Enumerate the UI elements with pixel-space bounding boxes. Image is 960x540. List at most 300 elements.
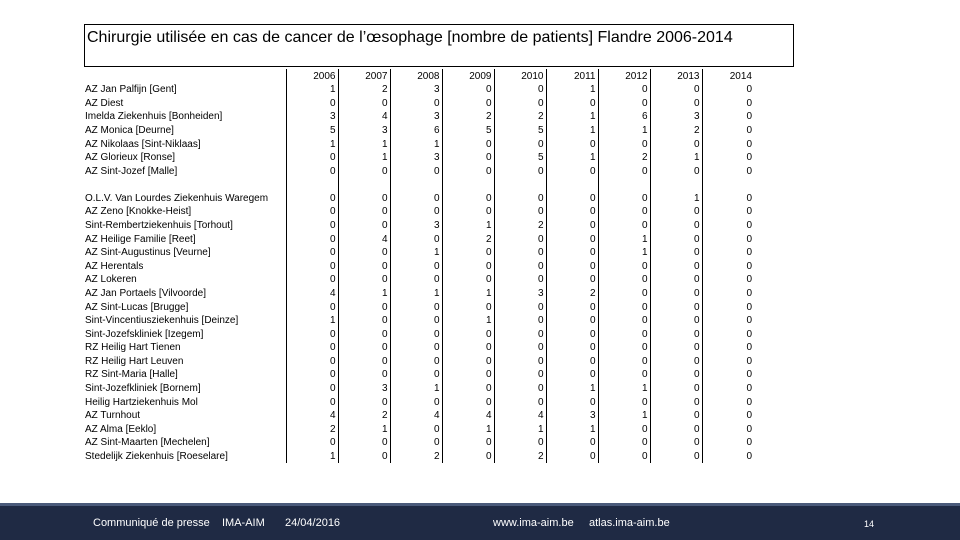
- patient-count-cell: 0: [286, 368, 338, 382]
- table-row: [84, 449, 754, 463]
- header-blank-cell: [84, 69, 286, 83]
- patient-count-cell: 5: [494, 123, 546, 137]
- patient-count-cell: 0: [390, 368, 442, 382]
- patient-count-cell: 0: [702, 395, 754, 409]
- patient-count-cell: 1: [390, 286, 442, 300]
- hospital-name: AZ Nikolaas [Sint-Niklaas]: [85, 138, 201, 150]
- hospital-name: Stedelijk Ziekenhuis [Roeselare]: [85, 451, 228, 463]
- patient-count-cell: 0: [546, 218, 598, 232]
- patient-count-cell: 0: [390, 436, 442, 450]
- patient-count-cell: 1: [546, 381, 598, 395]
- patient-count-cell: 0: [598, 273, 650, 287]
- patient-count-cell: 0: [650, 96, 702, 110]
- patient-count-cell: 0: [546, 273, 598, 287]
- patient-count-cell: 0: [338, 246, 390, 260]
- patient-count-cell: 0: [494, 341, 546, 355]
- patients-table: [84, 69, 754, 463]
- patient-count-cell: 0: [494, 395, 546, 409]
- patient-count-cell: 0: [286, 178, 338, 205]
- patient-count-cell: 0: [702, 381, 754, 395]
- patient-count-cell: 0: [442, 259, 494, 273]
- patient-count-cell: 1: [338, 137, 390, 151]
- table-row: [84, 96, 754, 110]
- year-header: 2009: [442, 69, 494, 83]
- hospital-name: AZ Sint-Jozef [Malle]: [85, 165, 178, 177]
- hospital-name: AZ Monica [Deurne]: [85, 124, 174, 136]
- hospital-name: AZ Jan Portaels [Vilvoorde]: [85, 287, 206, 299]
- patient-count-cell: 0: [598, 286, 650, 300]
- patient-count-cell: 0: [702, 205, 754, 219]
- data-table-container: [84, 69, 754, 463]
- patient-count-cell: 0: [494, 164, 546, 178]
- patient-count-cell: 0: [494, 381, 546, 395]
- patient-count-cell: 0: [650, 449, 702, 463]
- patient-count-cell: 0: [494, 436, 546, 450]
- patient-count-cell: 0: [702, 259, 754, 273]
- patient-count-cell: 3: [390, 151, 442, 165]
- patient-count-cell: 1: [286, 449, 338, 463]
- patient-count-cell: 0: [494, 273, 546, 287]
- patient-count-cell: 0: [442, 178, 494, 205]
- patient-count-cell: 0: [598, 218, 650, 232]
- patient-count-cell: 0: [442, 164, 494, 178]
- patient-count-cell: 0: [702, 449, 754, 463]
- patient-count-cell: 0: [702, 218, 754, 232]
- patient-count-cell: 0: [650, 368, 702, 382]
- patient-count-cell: 1: [338, 286, 390, 300]
- patient-count-cell: 0: [442, 368, 494, 382]
- patient-count-cell: 4: [338, 110, 390, 124]
- table-row: [84, 381, 754, 395]
- patient-count-cell: 0: [650, 327, 702, 341]
- patient-count-cell: 0: [650, 395, 702, 409]
- patient-count-cell: 0: [442, 96, 494, 110]
- table-row: [84, 286, 754, 300]
- patient-count-cell: 4: [494, 409, 546, 423]
- patient-count-cell: 1: [442, 422, 494, 436]
- patient-count-cell: 2: [494, 449, 546, 463]
- patient-count-cell: 1: [338, 151, 390, 165]
- patient-count-cell: 1: [598, 381, 650, 395]
- footer-date: 24/04/2016: [285, 517, 341, 529]
- hospital-name: RZ Heilig Hart Tienen: [85, 342, 181, 354]
- patient-count-cell: 0: [390, 300, 442, 314]
- patient-count-cell: 0: [390, 327, 442, 341]
- patient-count-cell: 0: [442, 341, 494, 355]
- patient-count-cell: 0: [546, 205, 598, 219]
- year-header: 2011: [546, 69, 598, 83]
- patient-count-cell: 5: [286, 123, 338, 137]
- patient-count-cell: 0: [390, 164, 442, 178]
- patient-count-cell: 2: [286, 422, 338, 436]
- table-row: [84, 314, 754, 328]
- hospital-name: AZ Heilige Familie [Reet]: [85, 233, 196, 245]
- footer: [0, 503, 960, 540]
- patient-count-cell: 1: [442, 218, 494, 232]
- patient-count-cell: 0: [338, 273, 390, 287]
- patient-count-cell: 0: [702, 273, 754, 287]
- table-row: [84, 83, 754, 97]
- patient-count-cell: 1: [598, 232, 650, 246]
- patient-count-cell: 1: [442, 286, 494, 300]
- patient-count-cell: 0: [338, 259, 390, 273]
- patient-count-cell: 0: [546, 436, 598, 450]
- patient-count-cell: 0: [390, 341, 442, 355]
- patient-count-cell: 3: [390, 110, 442, 124]
- hospital-name: AZ Sint-Lucas [Brugge]: [85, 301, 189, 313]
- patient-count-cell: 0: [442, 273, 494, 287]
- patient-count-cell: 0: [598, 395, 650, 409]
- patient-count-cell: 0: [650, 314, 702, 328]
- table-row: [84, 436, 754, 450]
- patient-count-cell: 0: [650, 205, 702, 219]
- patient-count-cell: 0: [390, 314, 442, 328]
- patient-count-cell: 0: [702, 83, 754, 97]
- patient-count-cell: 3: [494, 286, 546, 300]
- patient-count-cell: 4: [286, 409, 338, 423]
- table-row: [84, 341, 754, 355]
- table-row: [84, 354, 754, 368]
- patient-count-cell: 0: [650, 436, 702, 450]
- hospital-name: AZ Herentals: [85, 260, 144, 272]
- patient-count-cell: 0: [338, 314, 390, 328]
- table-row: [84, 327, 754, 341]
- patient-count-cell: 5: [494, 151, 546, 165]
- patient-count-cell: 1: [598, 409, 650, 423]
- hospital-name: Imelda Ziekenhuis [Bonheiden]: [85, 111, 223, 123]
- patient-count-cell: 2: [390, 449, 442, 463]
- patient-count-cell: 1: [390, 246, 442, 260]
- patient-count-cell: 0: [702, 178, 754, 205]
- patient-count-cell: 1: [546, 83, 598, 97]
- patient-count-cell: 0: [650, 341, 702, 355]
- hospital-name: AZ Lokeren: [85, 274, 137, 286]
- patient-count-cell: 0: [286, 395, 338, 409]
- year-header: 2013: [650, 69, 702, 83]
- patient-count-cell: 0: [650, 286, 702, 300]
- patient-count-cell: 0: [702, 314, 754, 328]
- patient-count-cell: 0: [546, 449, 598, 463]
- patient-count-cell: 0: [702, 164, 754, 178]
- patient-count-cell: 0: [390, 96, 442, 110]
- patient-count-cell: 0: [702, 300, 754, 314]
- patient-count-cell: 0: [390, 259, 442, 273]
- patient-count-cell: 0: [338, 327, 390, 341]
- patient-count-cell: 0: [702, 151, 754, 165]
- hospital-name: AZ Jan Palfijn [Gent]: [85, 84, 177, 96]
- patient-count-cell: 0: [546, 232, 598, 246]
- hospital-name: AZ Sint-Augustinus [Veurne]: [85, 247, 211, 259]
- patient-count-cell: 4: [442, 409, 494, 423]
- patient-count-cell: 6: [598, 110, 650, 124]
- patient-count-cell: 0: [286, 96, 338, 110]
- patient-count-cell: 0: [546, 368, 598, 382]
- table-row: [84, 409, 754, 423]
- patient-count-cell: 3: [338, 381, 390, 395]
- patient-count-cell: 2: [546, 286, 598, 300]
- patient-count-cell: 0: [598, 178, 650, 205]
- patient-count-cell: 0: [338, 178, 390, 205]
- patient-count-cell: 0: [546, 137, 598, 151]
- patient-count-cell: 1: [390, 381, 442, 395]
- patient-count-cell: 0: [650, 164, 702, 178]
- patient-count-cell: 5: [442, 123, 494, 137]
- hospital-name: AZ Alma [Eeklo]: [85, 423, 157, 435]
- patient-count-cell: 0: [390, 273, 442, 287]
- patient-count-cell: 0: [702, 409, 754, 423]
- footer-atlas-link[interactable]: atlas.ima-aim.be: [589, 517, 670, 529]
- patient-count-cell: 0: [494, 314, 546, 328]
- patient-count-cell: 2: [338, 409, 390, 423]
- patient-count-cell: 0: [494, 259, 546, 273]
- patient-count-cell: 6: [390, 123, 442, 137]
- patient-count-cell: 0: [338, 436, 390, 450]
- patient-count-cell: 1: [650, 151, 702, 165]
- patient-count-cell: 0: [546, 300, 598, 314]
- patient-count-cell: 0: [390, 395, 442, 409]
- patient-count-cell: 0: [494, 232, 546, 246]
- hospital-name: AZ Glorieux [Ronse]: [85, 152, 176, 164]
- patient-count-cell: 2: [598, 151, 650, 165]
- patient-count-cell: 0: [338, 354, 390, 368]
- patient-count-cell: 0: [702, 137, 754, 151]
- table-row: [84, 300, 754, 314]
- patient-count-cell: 0: [286, 218, 338, 232]
- table-row: [84, 123, 754, 137]
- patient-count-cell: 2: [442, 110, 494, 124]
- patient-count-cell: 2: [494, 110, 546, 124]
- patient-count-cell: 0: [598, 164, 650, 178]
- patient-count-cell: 0: [546, 178, 598, 205]
- patient-count-cell: 0: [650, 218, 702, 232]
- footer-divider: [0, 503, 960, 506]
- patient-count-cell: 0: [546, 341, 598, 355]
- patient-count-cell: 0: [286, 354, 338, 368]
- patient-count-cell: 0: [494, 205, 546, 219]
- patient-count-cell: 4: [390, 409, 442, 423]
- patient-count-cell: 0: [338, 218, 390, 232]
- patient-count-cell: 1: [286, 137, 338, 151]
- patient-count-cell: 0: [286, 381, 338, 395]
- patient-count-cell: 0: [598, 368, 650, 382]
- table-row: [84, 422, 754, 436]
- patient-count-cell: 1: [546, 422, 598, 436]
- table-row: [84, 232, 754, 246]
- hospital-name: Sint-Rembertziekenhuis [Torhout]: [85, 219, 233, 231]
- patient-count-cell: 0: [702, 96, 754, 110]
- patient-count-cell: 0: [546, 327, 598, 341]
- patient-count-cell: 0: [338, 205, 390, 219]
- patient-count-cell: 0: [650, 83, 702, 97]
- patient-count-cell: 2: [494, 218, 546, 232]
- patient-count-cell: 3: [390, 218, 442, 232]
- table-header-row: [84, 69, 754, 83]
- footer-press-label: Communiqué de presse: [93, 517, 210, 529]
- patient-count-cell: 3: [286, 110, 338, 124]
- patient-count-cell: 0: [650, 246, 702, 260]
- patient-count-cell: 1: [650, 178, 702, 205]
- year-header: 2007: [338, 69, 390, 83]
- patient-count-cell: 0: [650, 354, 702, 368]
- patient-count-cell: 0: [650, 232, 702, 246]
- patient-count-cell: 0: [338, 341, 390, 355]
- patient-count-cell: 0: [442, 354, 494, 368]
- patient-count-cell: 0: [286, 327, 338, 341]
- patient-count-cell: 0: [494, 327, 546, 341]
- patient-count-cell: 0: [598, 83, 650, 97]
- year-header: 2014: [702, 69, 754, 83]
- patient-count-cell: 0: [494, 83, 546, 97]
- patient-count-cell: 0: [598, 205, 650, 219]
- patient-count-cell: 0: [494, 300, 546, 314]
- patient-count-cell: 0: [494, 137, 546, 151]
- patient-count-cell: 0: [702, 110, 754, 124]
- patient-count-cell: 1: [546, 151, 598, 165]
- table-row: [84, 246, 754, 260]
- patient-count-cell: 0: [546, 354, 598, 368]
- table-row: [84, 259, 754, 273]
- footer-website-link[interactable]: www.ima-aim.be: [493, 517, 574, 529]
- patient-count-cell: 0: [598, 96, 650, 110]
- patient-count-cell: 0: [390, 232, 442, 246]
- patient-count-cell: 0: [442, 300, 494, 314]
- table-row: [84, 164, 754, 178]
- patient-count-cell: 0: [338, 164, 390, 178]
- patient-count-cell: 1: [286, 83, 338, 97]
- patient-count-cell: 0: [286, 300, 338, 314]
- patient-count-cell: 0: [286, 164, 338, 178]
- hospital-name: AZ Turnhout: [85, 410, 141, 422]
- table-row: [84, 137, 754, 151]
- hospital-name: AZ Diest: [85, 97, 124, 109]
- table-row: [84, 218, 754, 232]
- patient-count-cell: 0: [338, 96, 390, 110]
- hospital-name: Sint-Jozefkliniek [Bornem]: [85, 383, 201, 395]
- patient-count-cell: 0: [546, 259, 598, 273]
- patient-count-cell: 2: [338, 83, 390, 97]
- hospital-name: Sint-Vincentiusziekenhuis [Deinze]: [85, 315, 239, 327]
- hospital-name: Sint-Jozefskliniek [Izegem]: [85, 328, 204, 340]
- patient-count-cell: 0: [702, 436, 754, 450]
- patient-count-cell: 0: [702, 246, 754, 260]
- table-row: [84, 395, 754, 409]
- patient-count-cell: 0: [702, 327, 754, 341]
- page-number: 14: [864, 519, 875, 529]
- patient-count-cell: 0: [650, 381, 702, 395]
- patient-count-cell: 1: [338, 422, 390, 436]
- patient-count-cell: 0: [494, 246, 546, 260]
- patient-count-cell: 0: [546, 314, 598, 328]
- patient-count-cell: 0: [702, 354, 754, 368]
- patient-count-cell: 0: [598, 354, 650, 368]
- patient-count-cell: 3: [650, 110, 702, 124]
- table-row: [84, 110, 754, 124]
- patient-count-cell: 0: [442, 436, 494, 450]
- patient-count-cell: 0: [650, 259, 702, 273]
- patient-count-cell: 0: [650, 422, 702, 436]
- patient-count-cell: 0: [702, 286, 754, 300]
- table-row: [84, 178, 754, 205]
- patient-count-cell: 0: [442, 137, 494, 151]
- patient-count-cell: 1: [598, 123, 650, 137]
- patient-count-cell: 1: [494, 422, 546, 436]
- patient-count-cell: 1: [286, 314, 338, 328]
- patient-count-cell: 0: [702, 368, 754, 382]
- patient-count-cell: 3: [338, 123, 390, 137]
- patient-count-cell: 0: [442, 246, 494, 260]
- patient-count-cell: 0: [650, 300, 702, 314]
- patient-count-cell: 0: [702, 123, 754, 137]
- patient-count-cell: 0: [546, 246, 598, 260]
- patient-count-cell: 0: [286, 259, 338, 273]
- patient-count-cell: 0: [494, 96, 546, 110]
- patient-count-cell: 0: [598, 137, 650, 151]
- patient-count-cell: 0: [442, 83, 494, 97]
- patient-count-cell: 0: [598, 436, 650, 450]
- patient-count-cell: 1: [546, 110, 598, 124]
- hospital-name: RZ Sint-Maria [Halle]: [85, 369, 178, 381]
- patient-count-cell: 0: [442, 395, 494, 409]
- year-header: 2006: [286, 69, 338, 83]
- hospital-name: Heilig Hartziekenhuis Mol: [85, 396, 198, 408]
- patient-count-cell: 0: [650, 137, 702, 151]
- patient-count-cell: 0: [546, 164, 598, 178]
- patient-count-cell: 0: [546, 96, 598, 110]
- table-row: [84, 205, 754, 219]
- patient-count-cell: 0: [338, 395, 390, 409]
- patient-count-cell: 2: [650, 123, 702, 137]
- patient-count-cell: 4: [338, 232, 390, 246]
- patient-count-cell: 0: [598, 300, 650, 314]
- year-header: 2010: [494, 69, 546, 83]
- patient-count-cell: 0: [598, 449, 650, 463]
- patient-count-cell: 2: [442, 232, 494, 246]
- patient-count-cell: 0: [598, 259, 650, 273]
- patient-count-cell: 0: [442, 381, 494, 395]
- patient-count-cell: 1: [390, 137, 442, 151]
- patient-count-cell: 0: [598, 327, 650, 341]
- table-row: [84, 151, 754, 165]
- patient-count-cell: 0: [702, 341, 754, 355]
- patient-count-cell: 0: [286, 341, 338, 355]
- patient-count-cell: 3: [390, 83, 442, 97]
- patient-count-cell: 0: [650, 273, 702, 287]
- patient-count-cell: 0: [494, 368, 546, 382]
- hospital-name: RZ Heilig Hart Leuven: [85, 355, 184, 367]
- patient-count-cell: 0: [338, 300, 390, 314]
- patient-count-cell: 0: [442, 327, 494, 341]
- patient-count-cell: 0: [286, 273, 338, 287]
- patient-count-cell: 1: [546, 123, 598, 137]
- patient-count-cell: 0: [494, 178, 546, 205]
- patient-count-cell: 0: [546, 395, 598, 409]
- patient-count-cell: 0: [390, 422, 442, 436]
- patient-count-cell: 0: [338, 449, 390, 463]
- patient-count-cell: 1: [442, 314, 494, 328]
- patient-count-cell: 0: [390, 354, 442, 368]
- patient-count-cell: 3: [546, 409, 598, 423]
- patient-count-cell: 0: [650, 409, 702, 423]
- patient-count-cell: 0: [494, 354, 546, 368]
- patient-count-cell: 0: [702, 232, 754, 246]
- patient-count-cell: 0: [286, 246, 338, 260]
- patient-count-cell: 0: [338, 368, 390, 382]
- hospital-name: AZ Sint-Maarten [Mechelen]: [85, 437, 210, 449]
- year-header: 2008: [390, 69, 442, 83]
- year-header: 2012: [598, 69, 650, 83]
- patient-count-cell: 1: [598, 246, 650, 260]
- patient-count-cell: 0: [598, 341, 650, 355]
